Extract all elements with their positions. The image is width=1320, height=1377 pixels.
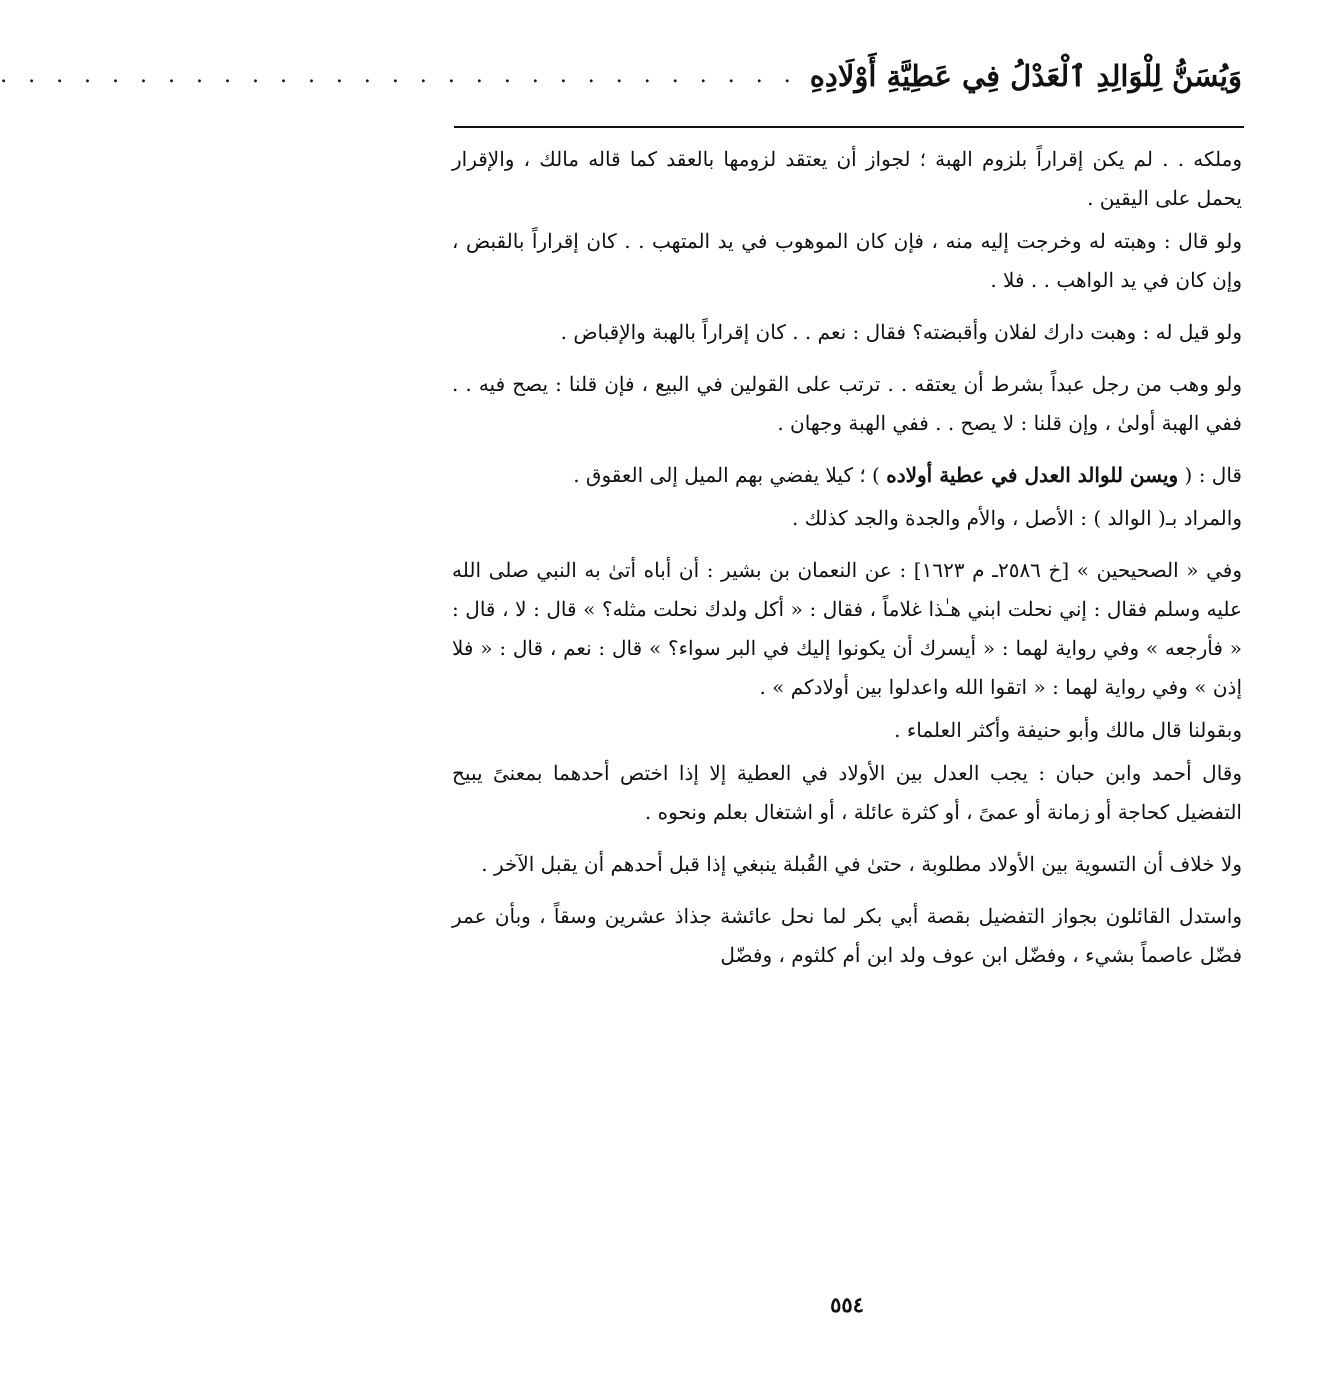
paragraph: وفي « الصحيحين » [خ ٢٥٨٦ـ م ١٦٢٣] : عن النعمان بن بشير : أن أباه أتىٰ به النبي صلى الله عليه وسلم فقال : إني نحلت ابني هـٰذا غلاماً ، فقال : « أكل ولدك نحلت مثله؟ » قال : لا ، قال : « فأرجعه » وفي رواية لهما : « أيسرك أن يكونوا إليك في البر سواء؟ » قال : نعم ، قال : « فلا إذن » وفي رواية لهما : « اتقوا الله واعدلوا بين أولادكم » . — [452, 558, 1242, 699]
running-header — [0, 48, 1242, 104]
paragraph: ولا خلاف أن التسوية بين الأولاد مطلوبة ، حتىٰ في القُبلة ينبغي إذا قبل أحدهم أن يقبل الآخر . — [481, 852, 1242, 876]
paragraph: ولو قال : وهبته له وخرجت إليه منه ، فإن كان الموهوب في يد المتهب . . كان إقراراً بالقبض ، وإن كان في يد الواهب . . فلا . — [452, 229, 1242, 292]
main-text — [452, 140, 1242, 988]
matn-paragraph — [452, 456, 1242, 495]
paragraph: وقال أحمد وابن حبان : يجب العدل بين الأولاد في العطية إلا إذا اختص أحدهما بمعنىً يبيح التفضيل كحاجة أو زمانة أو عمىً ، أو كثرة عائلة ، أو اشتغال بعلم ونحوه . — [452, 761, 1242, 824]
leader-dots: . . . . . . . . . . . . . . . . . . . . . . . . . . . . . — [0, 63, 798, 88]
chapter-heading: وَيُسَنُّ لِلْوَالِدِ ٱلْعَدْلُ فِي عَطِيَّةِ أَوْلَادِهِ — [809, 59, 1242, 93]
matn-quote: ويسن للوالد العدل في عطية أولاده — [886, 463, 1179, 487]
page-number: ٥٥٤ — [830, 1292, 864, 1317]
matn-prefix: قال : ( — [1178, 463, 1242, 487]
paragraph: ولو قيل له : وهبت دارك لفلان وأقبضته؟ فقال : نعم . . كان إقراراً بالهبة والإقباض . — [560, 320, 1242, 344]
matn-suffix: ) ؛ كيلا يفضي بهم الميل إلى العقوق . — [573, 463, 887, 487]
paragraph: والمراد بـ( الوالد ) : الأصل ، والأم والجدة والجد كذلك . — [792, 506, 1242, 530]
paragraph: وملكه . . لم يكن إقراراً بلزوم الهبة ؛ لجواز أن يعتقد لزومها بالعقد كما قاله مالك ، والإقرار يحمل على اليقين . — [452, 147, 1242, 210]
paragraph: واستدل القائلون بجواز التفضيل بقصة أبي بكر لما نحل عائشة جذاذ عشرين وسقاً ، وبأن عمر فضّل عاصماً بشيء ، وفضّل ابن عوف ولد ابن أم كلثوم ، وفضّل — [452, 904, 1242, 967]
header-divider — [454, 126, 1244, 128]
paragraph: وبقولنا قال مالك وأبو حنيفة وأكثر العلماء . — [894, 718, 1242, 742]
paragraph: ولو وهب من رجل عبداً بشرط أن يعتقه . . ترتب على القولين في البيع ، فإن قلنا : يصح فيه . . ففي الهبة أولىٰ ، وإن قلنا : لا يصح . . ففي الهبة وجهان . — [452, 372, 1243, 435]
